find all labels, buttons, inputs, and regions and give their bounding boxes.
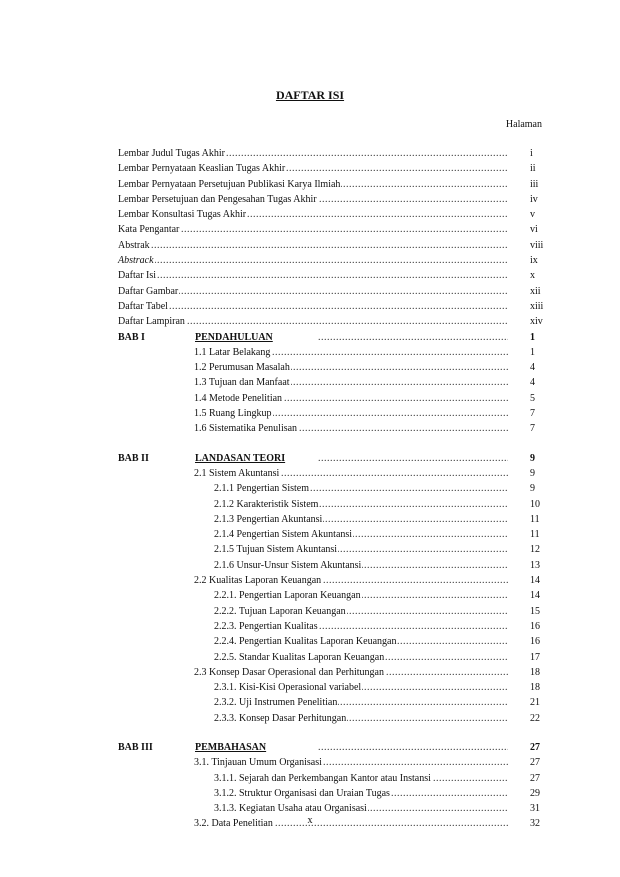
toc-row [118,711,544,726]
toc-row [118,573,544,588]
page-ref: 32 [530,818,540,830]
entry-label: 2.3 Konsep Dasar Operasional dan Perhitungan [194,666,384,678]
page-ref: 18 [530,666,540,678]
toc-row [118,527,544,542]
toc-row [118,542,544,557]
dot-leader [318,451,508,466]
entry-label: 2.1.4 Pengertian Sistem Akuntansi [214,529,353,541]
entry-label: 2.2 Kualitas Laporan Keuangan [194,575,322,587]
toc-row [118,466,544,481]
chapter-number: BAB II [118,451,195,466]
dot-leader [318,740,508,755]
toc-row [118,512,544,527]
page-ref: viii [530,239,544,251]
page-ref: 7 [530,423,535,435]
page-ref: v [530,209,535,221]
page-ref: 1 [530,346,535,358]
page-ref: 16 [530,636,540,648]
toc-row [118,391,544,406]
toc-row [118,284,544,299]
entry-label: 3.1.1. Sejarah dan Perkembangan Kantor atau Instansi [214,772,431,784]
toc-row [118,177,544,192]
toc-row [118,634,544,649]
page-ref: 27 [530,757,540,769]
page-ref: 9 [530,467,535,479]
page-number: x [307,815,313,826]
toc-row [118,314,544,329]
toc-row [118,146,544,161]
entry-label: 1.5 Ruang Lingkup [194,408,272,420]
page-ref: 31 [530,803,540,815]
page-ref: iii [530,178,539,190]
entry-label: Lembar Pernyataan Keaslian Tugas Akhir [118,163,286,175]
toc-row [118,497,544,512]
entry-label: 2.2.1. Pengertian Laporan Keuangan [214,590,361,602]
entry-label: 2.1.1 Pengertian Sistem [214,483,309,495]
page-ref: 7 [530,408,535,420]
toc-row [118,299,544,314]
chapter-title: LANDASAN TEORI [195,452,286,464]
entry-label: 2.3.3. Konsep Dasar Perhitungan [214,712,347,724]
entry-label: Abstrak [118,239,150,251]
page-ref: 18 [530,682,540,694]
entry-label: 3.1.3. Kegiatan Usaha atau Organisasi [214,803,367,815]
toc-row [118,207,544,222]
toc-row [118,771,544,786]
entry-label: 2.1.5 Tujuan Sistem Akuntansi [214,544,338,556]
page-ref: 11 [530,529,540,541]
entry-label: 2.3.1. Kisi-Kisi Operasional variabel [214,682,362,694]
halaman-label: Halaman [505,119,542,130]
page-ref: ix [530,255,538,267]
entry-label: 1.4 Metode Penelitian [194,392,283,404]
entry-label: 2.2.5. Standar Kualitas Laporan Keuangan [214,651,385,663]
entry-label: Daftar Gambar [118,285,179,297]
page-ref: x [530,270,535,282]
dot-leader [118,253,508,268]
chapter-title: PENDAHULUAN [195,331,273,343]
toc-row [118,680,544,695]
toc-row [118,222,544,237]
chapter-title: PEMBAHASAN [195,741,267,753]
page-ref: 12 [530,544,540,556]
entry-label: Daftar Isi [118,270,157,282]
toc-row [118,619,544,634]
toc-chapter-row [118,740,544,755]
toc-row [118,406,544,421]
toc-row [118,421,544,436]
entry-label: Daftar Lampiran [118,316,185,328]
toc-chapter-row [118,330,544,345]
toc-row [118,192,544,207]
entry-label: 3.1. Tinjauan Umum Organisasi [194,757,322,769]
page-ref: ii [530,163,536,175]
page-ref: 14 [530,590,540,602]
page-ref: 13 [530,559,540,571]
toc-row [118,695,544,710]
page-ref: 4 [530,362,535,374]
dot-leader [118,238,508,253]
toc-row [118,345,544,360]
toc-row [118,755,544,770]
toc-row [118,161,544,176]
entry-label: 2.2.3. Pengertian Kualitas [214,620,318,632]
page-ref: 9 [530,483,535,495]
page-ref: 10 [530,498,540,510]
chapter-number: BAB III [118,740,195,755]
page-ref: iv [530,193,538,205]
page-ref: 21 [530,697,540,709]
entry-label: Abstrack [118,255,154,267]
chapter-number: BAB I [118,330,195,345]
page-ref: 27 [530,772,540,784]
toc-chapter-row [118,451,544,466]
page-ref: vi [530,224,538,236]
page-ref: 17 [530,651,540,663]
entry-label: Kata Pengantar [118,224,180,236]
entry-label: Lembar Pernyataan Persetujuan Publikasi Karya Ilmiah [118,178,341,190]
entry-label: 1.1 Latar Belakang [194,346,271,358]
page-ref: 14 [530,575,540,587]
page-title: DAFTAR ISI [275,88,345,102]
toc-row [118,238,544,253]
toc-row [118,650,544,665]
entry-label: Lembar Konsultasi Tugas Akhir [118,209,247,221]
toc-row [118,481,544,496]
page-ref: xiii [530,300,544,312]
toc-row [118,604,544,619]
entry-label: 2.1.6 Unsur-Unsur Sistem Akuntansi [214,559,362,571]
table-of-contents [118,146,544,832]
entry-label: Lembar Persetujuan dan Pengesahan Tugas Akhir [118,193,317,205]
entry-label: Daftar Tabel [118,300,168,312]
entry-label: 1.6 Sistematika Penulisan [194,423,298,435]
toc-row [118,268,544,283]
toc-row [118,786,544,801]
entry-label: 3.1.2. Struktur Organisasi dan Uraian Tugas [214,787,390,799]
page-ref: 29 [530,787,540,799]
entry-label: 2.2.4. Pengertian Kualitas Laporan Keuangan [214,636,397,648]
entry-label: 2.1.2 Karakteristik Sistem [214,498,319,510]
page-ref: 1 [530,331,535,343]
toc-row [118,253,544,268]
page-ref: i [530,148,533,159]
toc-row [118,375,544,390]
page-ref: 5 [530,392,535,404]
toc-row [118,360,544,375]
page-ref: 9 [530,452,535,464]
entry-label: 1.2 Perumusan Masalah [194,362,290,374]
toc-row [118,588,544,603]
entry-label: 2.1.3 Pengertian Akuntansi [214,513,323,525]
dot-leader [118,268,508,283]
page-ref: 16 [530,620,540,632]
page-ref: 27 [530,741,540,753]
page-ref: 11 [530,513,540,525]
toc-row [118,558,544,573]
toc-row [118,665,544,680]
page-ref: 4 [530,377,535,389]
entry-label: 2.3.2. Uji Instrumen Penelitian [214,697,338,709]
entry-label: 1.3 Tujuan dan Manfaat [194,377,290,389]
page-ref: 22 [530,712,540,724]
entry-label: 2.2.2. Tujuan Laporan Keuangan [214,605,346,617]
entry-label: 3.2. Data Penelitian [194,818,273,830]
dot-leader [118,299,508,314]
dot-leader [318,330,508,345]
page-ref: 15 [530,605,540,617]
page-ref: xii [530,285,541,297]
entry-label: Lembar Judul Tugas Akhir [118,148,225,159]
page-ref: xiv [530,316,543,328]
entry-label: 2.1 Sistem Akuntansi [194,467,280,479]
